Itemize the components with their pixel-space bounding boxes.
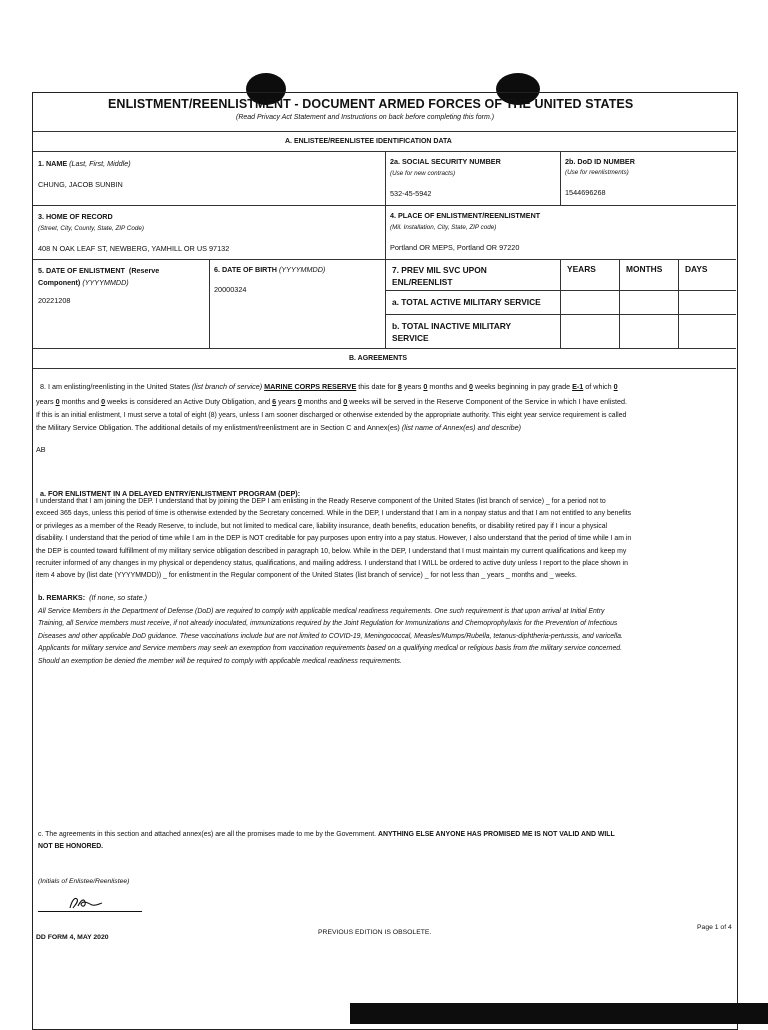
column-years: YEARS	[567, 264, 596, 274]
divider	[385, 290, 736, 291]
divider	[33, 131, 736, 132]
dep-line: or privileges as a member of the Ready Reserve, to include, but not limited to medical care, liability insurance, death benefits, education benefits, or disability retired pay if I incur a physical	[36, 522, 608, 530]
remarks-line: All Service Members in the Department of Defense (DoD) are required to comply with applicable medical readiness requirements. One such requirement is that upon arrival at Initial Entry	[38, 608, 605, 615]
divider	[209, 259, 210, 348]
name-label: 1. NAME (Last, First, Middle)	[38, 159, 131, 168]
paragraph-8-line-1: 8. I am enlisting/reenlisting in the United States (list branch of service) MARINE CORPS RESERVE this date for 8 years 0 months and 0 weeks beginning in pay grade E-1 of which 0	[40, 382, 618, 391]
home-of-record-value: 408 N OAK LEAF ST, NEWBERG, YAMHILL OR US 97132	[38, 244, 230, 253]
remarks-line: Diseases and other applicable DoD guidance. These vaccinations include but are not limited to COVID-19, Meningococcal, Measles/Mumps/Rubella, tetanus-diphtheria-pertussis, and varicella.	[38, 632, 623, 640]
divider	[385, 259, 386, 348]
page-number: Page 1 of 4	[697, 924, 732, 931]
remarks-label: b. REMARKS: (If none, so state.)	[38, 593, 148, 602]
section-a-title: A. ENLISTEE/REENLISTEE IDENTIFICATION DATA	[285, 138, 452, 145]
dep-line: item 4 above by (list date (YYYYMMDD)) _ for enlistment in the Regular component of the United States (list branch of service) _ for not less than _ years _ months and _ weeks.	[36, 572, 577, 580]
annex-value: AB	[36, 445, 46, 454]
divider	[33, 348, 736, 349]
form-id: DD FORM 4, MAY 2020	[36, 934, 109, 941]
promises-statement: c. The agreements in this section and attached annex(es) are all the promises made to me by the Government. ANYTHING ELSE ANYONE HAS PROMISED ME IS NOT VALID AND WILL NOT BE HONORED.	[38, 831, 615, 850]
column-months: MONTHS	[626, 264, 663, 274]
form-title: ENLISTMENT/REENLISTMENT - DOCUMENT ARMED FORCES OF THE UNITED STATES	[108, 97, 634, 111]
dep-line: disability. I understand that the period of time while I am in the DEP is NOT creditable for pay purposes upon entry into a pay status. However, I also understand that the period of time while I am in	[36, 535, 632, 543]
paragraph-8-line-3: If this is an initial enlistment, I must serve a total of eight (8) years, unless I am sooner discharged or otherwise extended by the appropriate authority. This eight year service requirement is called	[36, 412, 627, 419]
prev-mil-svc-label: 7. PREV MIL SVC UPON ENL/REENLIST	[392, 265, 487, 287]
home-of-record-label: 3. HOME OF RECORD	[38, 212, 113, 221]
initials-line	[38, 911, 142, 912]
total-inactive-service-label: b. TOTAL INACTIVE MILITARY SERVICE	[392, 321, 512, 343]
total-active-service-label: a. TOTAL ACTIVE MILITARY SERVICE	[392, 297, 541, 307]
form-subtitle: (Read Privacy Act Statement and Instructions on back before completing this form.)	[236, 114, 495, 121]
home-of-record-hint: (Street, City, County, State, ZIP Code)	[38, 225, 144, 232]
dep-line: I understand that I am joining the DEP. I understand that by joining the DEP I am enlisting in the Ready Reserve component of the United States (list branch of service) _ for a period not to	[36, 498, 606, 505]
remarks-text	[38, 606, 736, 668]
date-of-enlistment-label: 5. DATE OF ENLISTMENT (Reserve Component) (YYYYMMDD)	[38, 266, 160, 287]
remarks-line: Applicants for military service and Service members may seek an exemption from vaccination requirements based on a qualifying medical or religious basis from the military service concerned.	[38, 645, 623, 653]
paragraph-8-line-4: the Military Service Obligation. The additional details of my enlistment/reenlistment are in Section C and Annex(es) (list name of Annex(es) and describe)	[36, 423, 522, 432]
divider	[385, 151, 386, 205]
ssn-value: 532-45-5942	[390, 189, 432, 198]
ssn-label: 2a. SOCIAL SECURITY NUMBER	[390, 157, 501, 166]
initials-label: (Initials of Enlistee/Reenlistee)	[38, 878, 130, 885]
name-value: CHUNG, JACOB SUNBIN	[38, 180, 123, 189]
edition-note: PREVIOUS EDITION IS OBSOLETE.	[318, 929, 432, 936]
divider	[33, 368, 736, 369]
date-of-enlistment-value: 20221208	[38, 296, 71, 305]
dod-id-hint: (Use for reenlistments)	[565, 169, 629, 176]
place-of-enlistment-label: 4. PLACE OF ENLISTMENT/REENLISTMENT	[390, 211, 541, 220]
dep-line: exceed 365 days, unless this period of time is otherwise extended by the Secretary concerned. While in the DEP, I understand that I am in a nonpay status and that I am not entitled to any benefits	[36, 510, 632, 518]
remarks-line: Should an exemption be denied the member will be required to comply with applicable medical readiness requirements.	[38, 657, 402, 665]
divider	[619, 259, 620, 348]
date-of-birth-label: 6. DATE OF BIRTH (YYYYMMDD)	[214, 265, 326, 274]
divider	[678, 259, 679, 348]
divider	[385, 205, 386, 259]
dod-id-label: 2b. DoD ID NUMBER	[565, 157, 635, 166]
dep-text	[36, 496, 736, 583]
dep-line: recruiter informed of any changes in my physical or dependency status, qualifications, and mailing address. I understand that I WILL be ordered to active duty unless I report to the place shown in	[36, 560, 628, 568]
ssn-hint: (Use for new contracts)	[390, 170, 456, 177]
section-b-title: B. AGREEMENTS	[349, 355, 408, 362]
date-of-birth-value: 20000324	[214, 285, 247, 294]
scan-edge-bar	[350, 1003, 768, 1024]
dep-title: a. FOR ENLISTMENT IN A DELAYED ENTRY/ENLISTMENT PROGRAM (DEP):	[40, 489, 301, 498]
place-of-enlistment-value: Portland OR MEPS, Portland OR 97220	[390, 243, 520, 252]
column-days: DAYS	[685, 264, 708, 274]
divider	[560, 151, 561, 205]
divider	[385, 314, 736, 315]
place-of-enlistment-hint: (Mil. Installation, City, State, ZIP code)	[390, 224, 497, 231]
remarks-line: Training, all Service members must receive, if not already inoculated, immunizations required by the Joint Regulation for Immunizations and Chemoprophylaxis for the Prevention of Infectious	[38, 620, 618, 628]
dep-line: the DEP is counted toward fulfillment of my military service obligation described in paragraph 10, below. While in the DEP, I understand that I must maintain my current qualifications and keep my	[36, 547, 627, 555]
divider	[560, 259, 561, 348]
dod-id-value: 1544696268	[565, 188, 606, 197]
paragraph-8-line-2: years 0 months and 0 weeks is considered an Active Duty Obligation, and 6 years 0 months and 0 weeks will be served in the Reserve Component of the Service in which I have enlisted.	[36, 397, 627, 406]
